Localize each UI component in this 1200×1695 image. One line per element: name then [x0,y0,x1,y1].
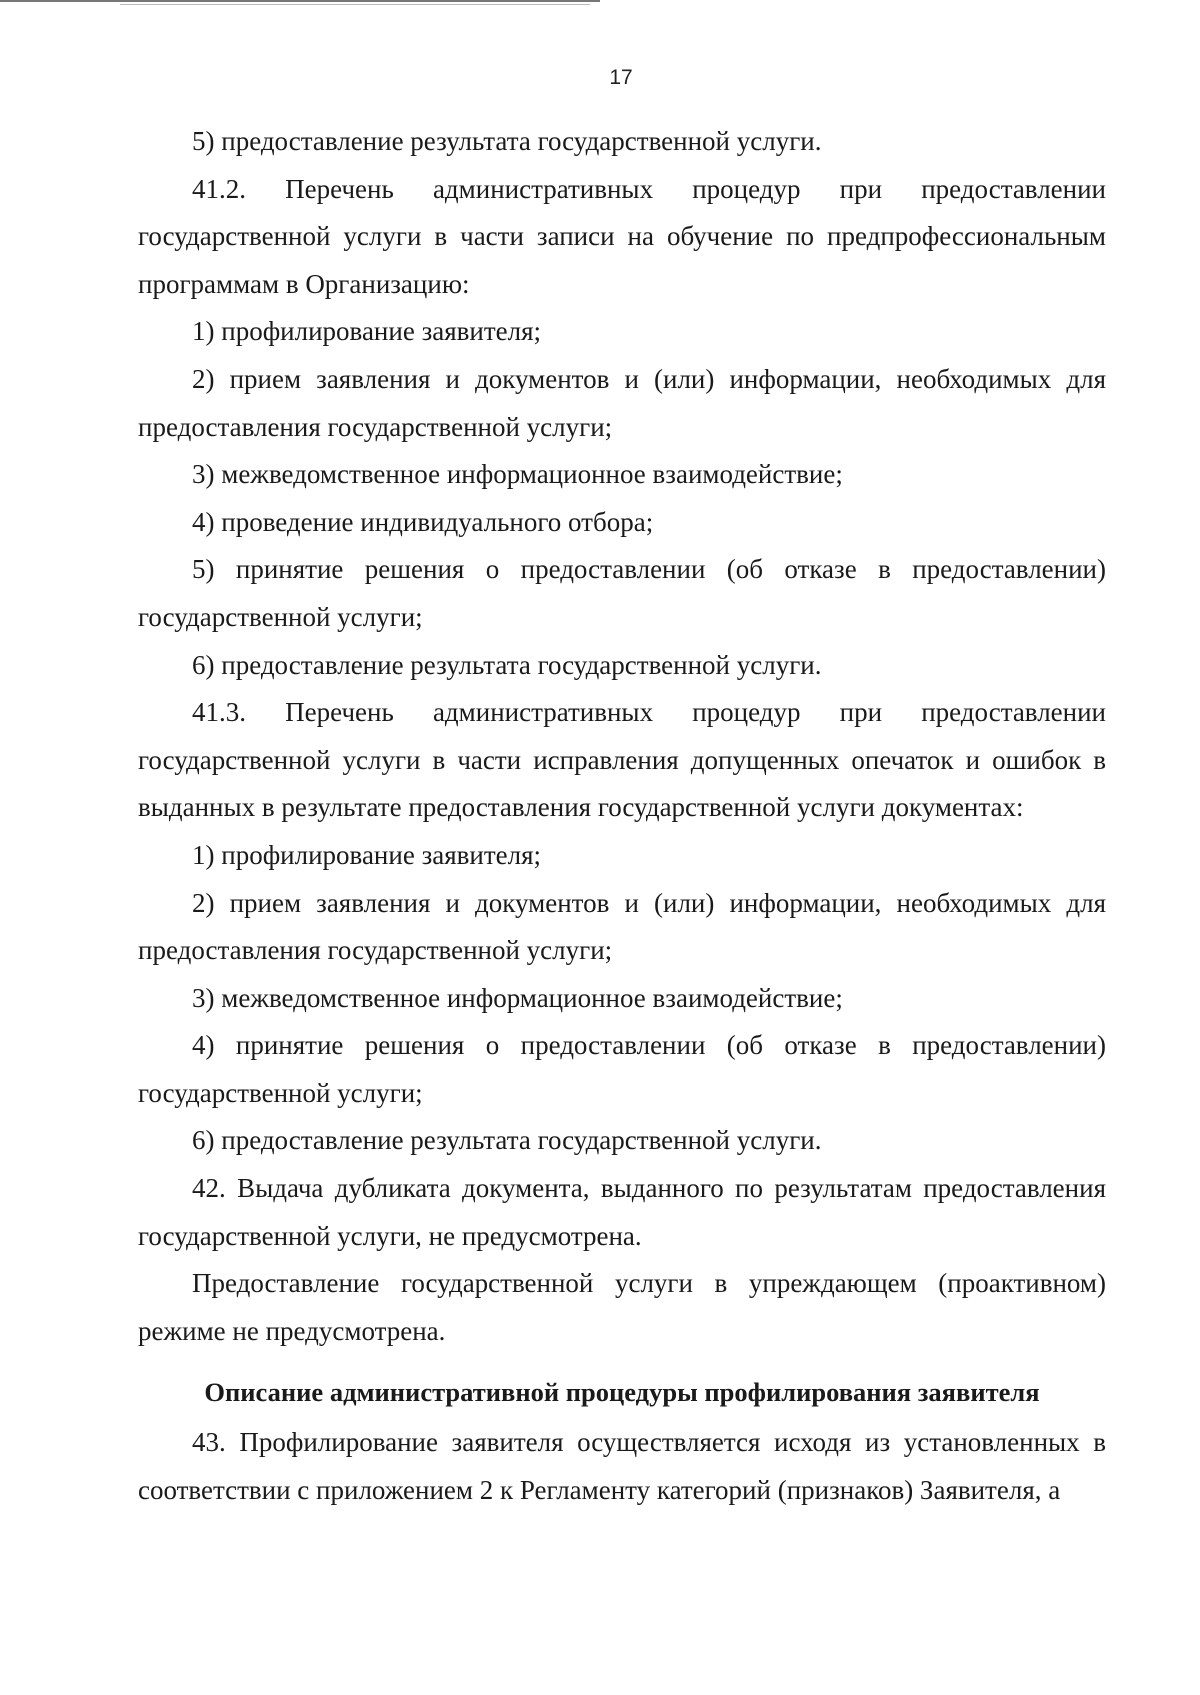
paragraph: 1) профилирование заявителя; [192,839,542,870]
document-body [138,118,1106,1514]
paragraph: 41.2. Перечень административных процедур при предоставлении государственной услуги в части записи на обучение по предпрофессиональным программам в Организацию: [138,173,1106,299]
scan-top-edge-shadow [120,4,590,5]
paragraph: 6) предоставление результата государственной услуги. [192,1125,822,1156]
paragraph: 6) предоставление результата государственной услуги. [192,649,822,680]
paragraph: 1) профилирование заявителя; [192,316,542,347]
paragraph: 3) межведомственное информационное взаимодействие; [192,982,843,1013]
paragraph: 3) межведомственное информационное взаимодействие; [192,459,843,490]
scan-top-edge [0,0,600,2]
paragraph: 2) прием заявления и документов и (или) информации, необходимых для предоставления государственной услуги; [138,363,1106,442]
paragraph: 4) принятие решения о предоставлении (об отказе в предоставлении) государственной услуги; [138,1030,1106,1108]
paragraph: 5) предоставление результата государственной услуги. [192,126,822,156]
section-heading: Описание административной процедуры профилирования заявителя [204,1377,1040,1408]
paragraph: 43. Профилирование заявителя осуществляется исходя из установленных в соответствии с приложением 2 к Регламенту категорий (признаков) Заявителя, а [138,1427,1106,1505]
paragraph: 5) принятие решения о предоставлении (об отказе в предоставлении) государственной услуги; [138,554,1106,632]
page-number: 17 [609,66,633,89]
paragraph: 2) прием заявления и документов и (или) информации, необходимых для предоставления государственной услуги; [138,887,1106,966]
paragraph: 42. Выдача дубликата документа, выданного по результатам предоставления государственной услуги, не предусмотрена. [138,1173,1106,1251]
paragraph: Предоставление государственной услуги в упреждающем (проактивном) режиме не предусмотрена. [138,1268,1106,1346]
paragraph: 4) проведение индивидуального отбора; [192,506,654,537]
paragraph: 41.3. Перечень административных процедур при предоставлении государственной услуги в части исправления допущенных опечаток и ошибок в выданных в результате предоставления государственной услуги документах: [138,697,1106,823]
